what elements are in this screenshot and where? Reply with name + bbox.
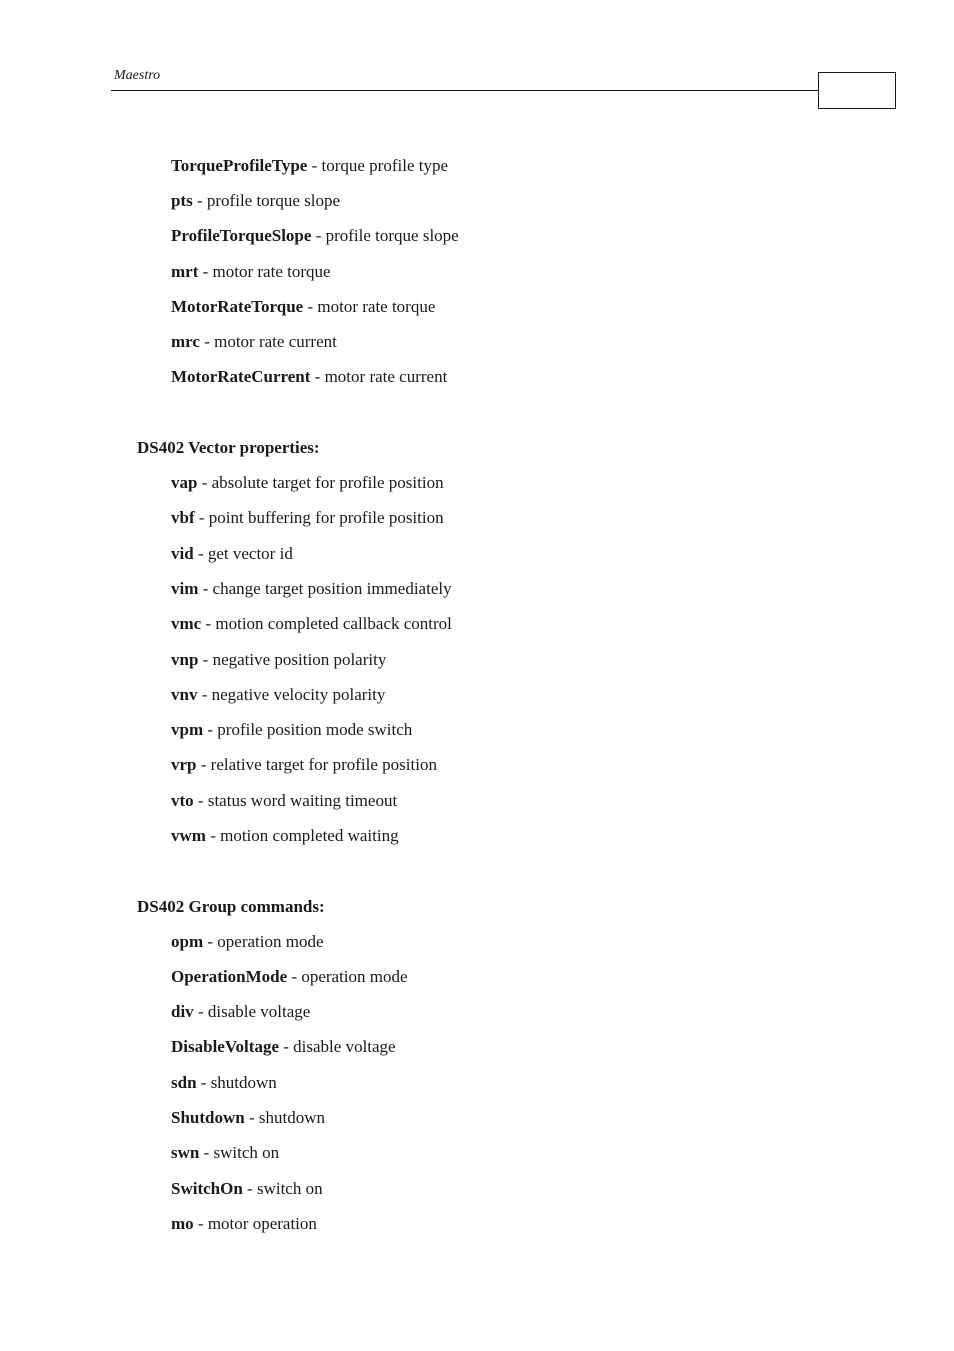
command-name: TorqueProfileType bbox=[171, 156, 308, 175]
list-item bbox=[171, 826, 399, 846]
list-item bbox=[171, 614, 452, 634]
command-description: - shutdown bbox=[196, 1073, 277, 1092]
command-description: - motion completed waiting bbox=[205, 826, 399, 845]
command-description: - shutdown bbox=[244, 1108, 325, 1127]
page-number-box bbox=[818, 72, 896, 109]
command-name: pts bbox=[171, 191, 193, 210]
command-description: - negative velocity polarity bbox=[197, 685, 386, 704]
command-description: - point buffering for profile position bbox=[194, 508, 444, 527]
list-item bbox=[171, 262, 331, 282]
list-item bbox=[171, 650, 386, 670]
list-item bbox=[171, 685, 385, 705]
list-item bbox=[171, 1214, 317, 1234]
command-description: - relative target for profile position bbox=[196, 755, 437, 774]
command-description: - disable voltage bbox=[193, 1002, 311, 1021]
list-item bbox=[171, 156, 448, 176]
list-item bbox=[171, 1108, 325, 1128]
command-description: - negative position polarity bbox=[198, 650, 387, 669]
command-description: - profile torque slope bbox=[311, 226, 459, 245]
command-name: vnp bbox=[171, 650, 199, 669]
list-item bbox=[171, 297, 435, 317]
command-description: - status word waiting timeout bbox=[193, 791, 398, 810]
list-item bbox=[171, 1037, 396, 1057]
list-item bbox=[171, 932, 324, 952]
command-name: OperationMode bbox=[171, 967, 288, 986]
command-name: vid bbox=[171, 544, 194, 563]
command-name: Shutdown bbox=[171, 1108, 245, 1127]
header-rule bbox=[111, 90, 819, 91]
command-name: vap bbox=[171, 473, 198, 492]
command-name: swn bbox=[171, 1143, 200, 1162]
command-description: - motor rate current bbox=[199, 332, 337, 351]
list-item bbox=[171, 226, 459, 246]
command-description: - operation mode bbox=[203, 932, 324, 951]
list-item bbox=[171, 579, 452, 599]
command-name: mrc bbox=[171, 332, 200, 351]
list-item bbox=[171, 367, 447, 387]
command-description: - torque profile type bbox=[307, 156, 449, 175]
command-name: vrp bbox=[171, 755, 197, 774]
section-heading: DS402 Vector properties: bbox=[137, 438, 320, 457]
command-name: vwm bbox=[171, 826, 206, 845]
command-name: opm bbox=[171, 932, 204, 951]
list-item bbox=[171, 508, 444, 528]
command-description: - switch on bbox=[242, 1179, 323, 1198]
list-item bbox=[171, 791, 397, 811]
list-item bbox=[171, 720, 412, 740]
list-item bbox=[171, 191, 340, 211]
command-name: DisableVoltage bbox=[171, 1037, 279, 1056]
command-description: - motor rate torque bbox=[198, 262, 331, 281]
command-description: - profile position mode switch bbox=[203, 720, 413, 739]
document-title: Maestro bbox=[114, 68, 161, 83]
command-name: mo bbox=[171, 1214, 194, 1233]
list-item bbox=[171, 1143, 279, 1163]
command-description: - profile torque slope bbox=[192, 191, 341, 210]
command-name: mrt bbox=[171, 262, 199, 281]
command-name: div bbox=[171, 1002, 194, 1021]
command-description: - motion completed callback control bbox=[201, 614, 452, 633]
list-item bbox=[171, 1073, 277, 1093]
command-description: - change target position immediately bbox=[198, 579, 452, 598]
command-name: MotorRateTorque bbox=[171, 297, 304, 316]
command-name: MotorRateCurrent bbox=[171, 367, 311, 386]
command-name: vbf bbox=[171, 508, 195, 527]
command-description: - operation mode bbox=[287, 967, 408, 986]
command-description: - motor rate torque bbox=[303, 297, 436, 316]
command-description: - disable voltage bbox=[279, 1037, 396, 1056]
command-name: vpm bbox=[171, 720, 204, 739]
command-name: vnv bbox=[171, 685, 198, 704]
command-name: SwitchOn bbox=[171, 1179, 243, 1198]
list-item bbox=[171, 1179, 323, 1199]
command-description: - switch on bbox=[199, 1143, 280, 1162]
list-item bbox=[171, 473, 444, 493]
list-item bbox=[171, 332, 337, 352]
command-name: ProfileTorqueSlope bbox=[171, 226, 312, 245]
command-description: - absolute target for profile position bbox=[197, 473, 444, 492]
command-name: vim bbox=[171, 579, 199, 598]
command-name: sdn bbox=[171, 1073, 197, 1092]
command-description: - get vector id bbox=[193, 544, 293, 563]
command-description: - motor rate current bbox=[310, 367, 448, 386]
list-item bbox=[171, 544, 293, 564]
command-description: - motor operation bbox=[193, 1214, 317, 1233]
list-item bbox=[171, 967, 408, 987]
command-name: vmc bbox=[171, 614, 202, 633]
list-item bbox=[171, 755, 437, 775]
list-item bbox=[171, 1002, 310, 1022]
command-name: vto bbox=[171, 791, 194, 810]
section-heading: DS402 Group commands: bbox=[137, 897, 325, 916]
